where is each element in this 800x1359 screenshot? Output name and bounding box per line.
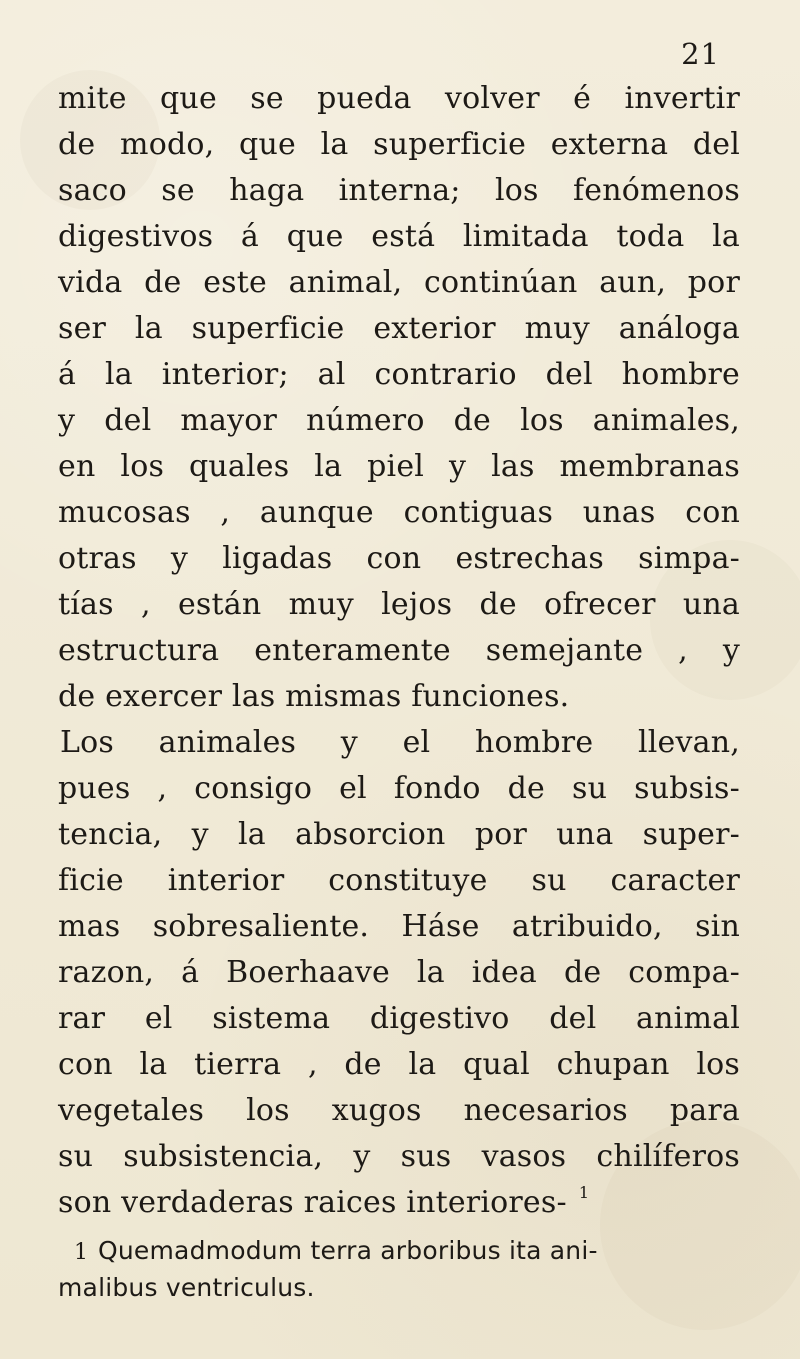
text-line: saco se haga interna; los fenómenos [58, 173, 740, 208]
text-line: mucosas , aunque contiguas unas con [58, 495, 740, 530]
text-line: tías , están muy lejos de ofrecer una [58, 587, 740, 622]
text-line: en los quales la piel y las membranas [58, 449, 740, 484]
text-line: tencia, y la absorcion por una super- [58, 817, 740, 852]
last-line-text: son verdaderas raices interiores- [58, 1185, 567, 1220]
footnote-line-1 [58, 1233, 718, 1270]
text-line: razon, á Boerhaave la idea de compa- [58, 955, 740, 990]
text-line: con la tierra , de la qual chupan los [58, 1047, 740, 1082]
text-line: pues , consigo el fondo de su subsis- [58, 771, 740, 806]
text-line: rar el sistema digestivo del animal [58, 1001, 740, 1036]
text-line: ficie interior constituye su caracter [58, 863, 740, 898]
text-line: de exercer las mismas funciones. [58, 679, 570, 714]
main-text [58, 76, 740, 1230]
text-line: digestivos á que está limitada toda la [58, 219, 740, 254]
text-line: vegetales los xugos necesarios para [58, 1093, 740, 1128]
text-line-last [58, 1180, 740, 1230]
footnote [58, 1233, 718, 1305]
text-line: á la interior; al contrario del hombre [58, 357, 740, 392]
text-line: mite que se pueda volver é invertir [58, 81, 740, 116]
text-line: Los animales y el hombre llevan, [60, 725, 740, 760]
footnote-line-2: malibus ventriculus. [58, 1273, 315, 1302]
text-line: ser la superficie exterior muy análoga [58, 311, 740, 346]
text-line: de modo, que la superficie externa del [58, 127, 740, 162]
footnote-marker: 1 [578, 1183, 590, 1202]
text-line: vida de este animal, continúan aun, por [58, 265, 740, 300]
footnote-text-1: Quemadmodum terra arboribus ita ani- [98, 1236, 598, 1265]
text-line: y del mayor número de los animales, [58, 403, 740, 438]
page-number: 21 [681, 37, 720, 71]
footnote-number: 1 [74, 1240, 89, 1265]
text-line: mas sobresaliente. Háse atribuido, sin [58, 909, 740, 944]
text-line: su subsistencia, y sus vasos chilíferos [58, 1139, 740, 1174]
text-line: otras y ligadas con estrechas simpa- [58, 541, 740, 576]
text-line: estructura enteramente semejante , y [58, 633, 740, 668]
